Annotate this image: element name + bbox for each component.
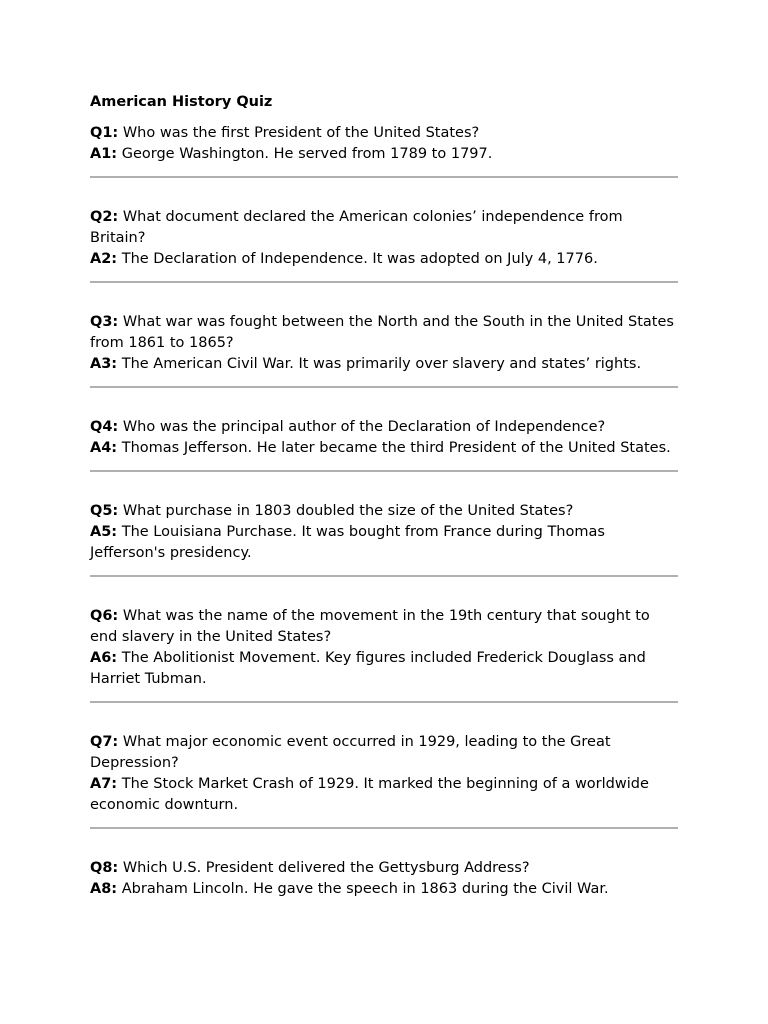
question-6 <box>90 606 678 648</box>
question-3 <box>90 312 678 354</box>
answer-label: A8: <box>90 881 118 897</box>
question-label: Q4: <box>90 419 119 435</box>
answer-text: The American Civil War. It was primarily over slavery and states’ rights. <box>121 356 642 372</box>
divider <box>90 575 678 577</box>
question-text: Who was the principal author of the Declaration of Independence? <box>122 419 606 435</box>
question-7 <box>90 732 678 774</box>
divider <box>90 386 678 388</box>
question-text: What was the name of the movement in the 19th century that sought to end slavery in the United States? <box>90 608 650 645</box>
qa-item-2 <box>90 207 678 270</box>
answer-label: A1: <box>90 146 118 162</box>
answer-text: The Stock Market Crash of 1929. It marked the beginning of a worldwide economic downturn. <box>90 776 649 813</box>
question-5 <box>90 501 678 522</box>
question-text: Which U.S. President delivered the Gettysburg Address? <box>122 860 530 876</box>
answer-text: Abraham Lincoln. He gave the speech in 1863 during the Civil War. <box>121 881 609 897</box>
question-label: Q5: <box>90 503 119 519</box>
answer-7 <box>90 774 678 816</box>
answer-label: A6: <box>90 650 118 666</box>
question-2 <box>90 207 678 249</box>
question-text: Who was the first President of the United States? <box>122 125 480 141</box>
question-label: Q6: <box>90 608 119 624</box>
answer-text: Thomas Jefferson. He later became the third President of the United States. <box>121 440 671 456</box>
qa-item-5 <box>90 501 678 564</box>
answer-8 <box>90 879 678 900</box>
answer-text: The Abolitionist Movement. Key figures included Frederick Douglass and Harriet Tubman. <box>90 650 646 687</box>
answer-1 <box>90 144 678 165</box>
answer-5 <box>90 522 678 564</box>
answer-label: A2: <box>90 251 118 267</box>
answer-2 <box>90 249 678 270</box>
qa-item-4 <box>90 417 678 459</box>
answer-label: A7: <box>90 776 118 792</box>
qa-item-3 <box>90 312 678 375</box>
answer-4 <box>90 438 678 459</box>
question-text: What major economic event occurred in 1929, leading to the Great Depression? <box>90 734 611 771</box>
answer-label: A3: <box>90 356 118 372</box>
divider <box>90 827 678 829</box>
question-text: What document declared the American colonies’ independence from Britain? <box>90 209 623 246</box>
qa-item-7 <box>90 732 678 816</box>
answer-label: A4: <box>90 440 118 456</box>
question-label: Q8: <box>90 860 119 876</box>
question-1 <box>90 123 678 144</box>
question-label: Q3: <box>90 314 119 330</box>
divider <box>90 176 678 178</box>
answer-3 <box>90 354 678 375</box>
quiz-title: American History Quiz <box>90 94 273 110</box>
divider <box>90 701 678 703</box>
qa-item-1 <box>90 123 678 165</box>
question-4 <box>90 417 678 438</box>
qa-item-6 <box>90 606 678 690</box>
question-label: Q1: <box>90 125 119 141</box>
divider <box>90 281 678 283</box>
question-label: Q2: <box>90 209 119 225</box>
question-text: What war was fought between the North and the South in the United States from 1861 to 1865? <box>90 314 674 351</box>
answer-text: The Declaration of Independence. It was adopted on July 4, 1776. <box>121 251 598 267</box>
answer-text: The Louisiana Purchase. It was bought from France during Thomas Jefferson's presidency. <box>90 524 605 561</box>
answer-label: A5: <box>90 524 118 540</box>
divider <box>90 470 678 472</box>
answer-text: George Washington. He served from 1789 to 1797. <box>121 146 493 162</box>
question-8 <box>90 858 678 879</box>
answer-6 <box>90 648 678 690</box>
question-label: Q7: <box>90 734 119 750</box>
qa-item-8 <box>90 858 678 900</box>
question-text: What purchase in 1803 doubled the size of the United States? <box>122 503 574 519</box>
